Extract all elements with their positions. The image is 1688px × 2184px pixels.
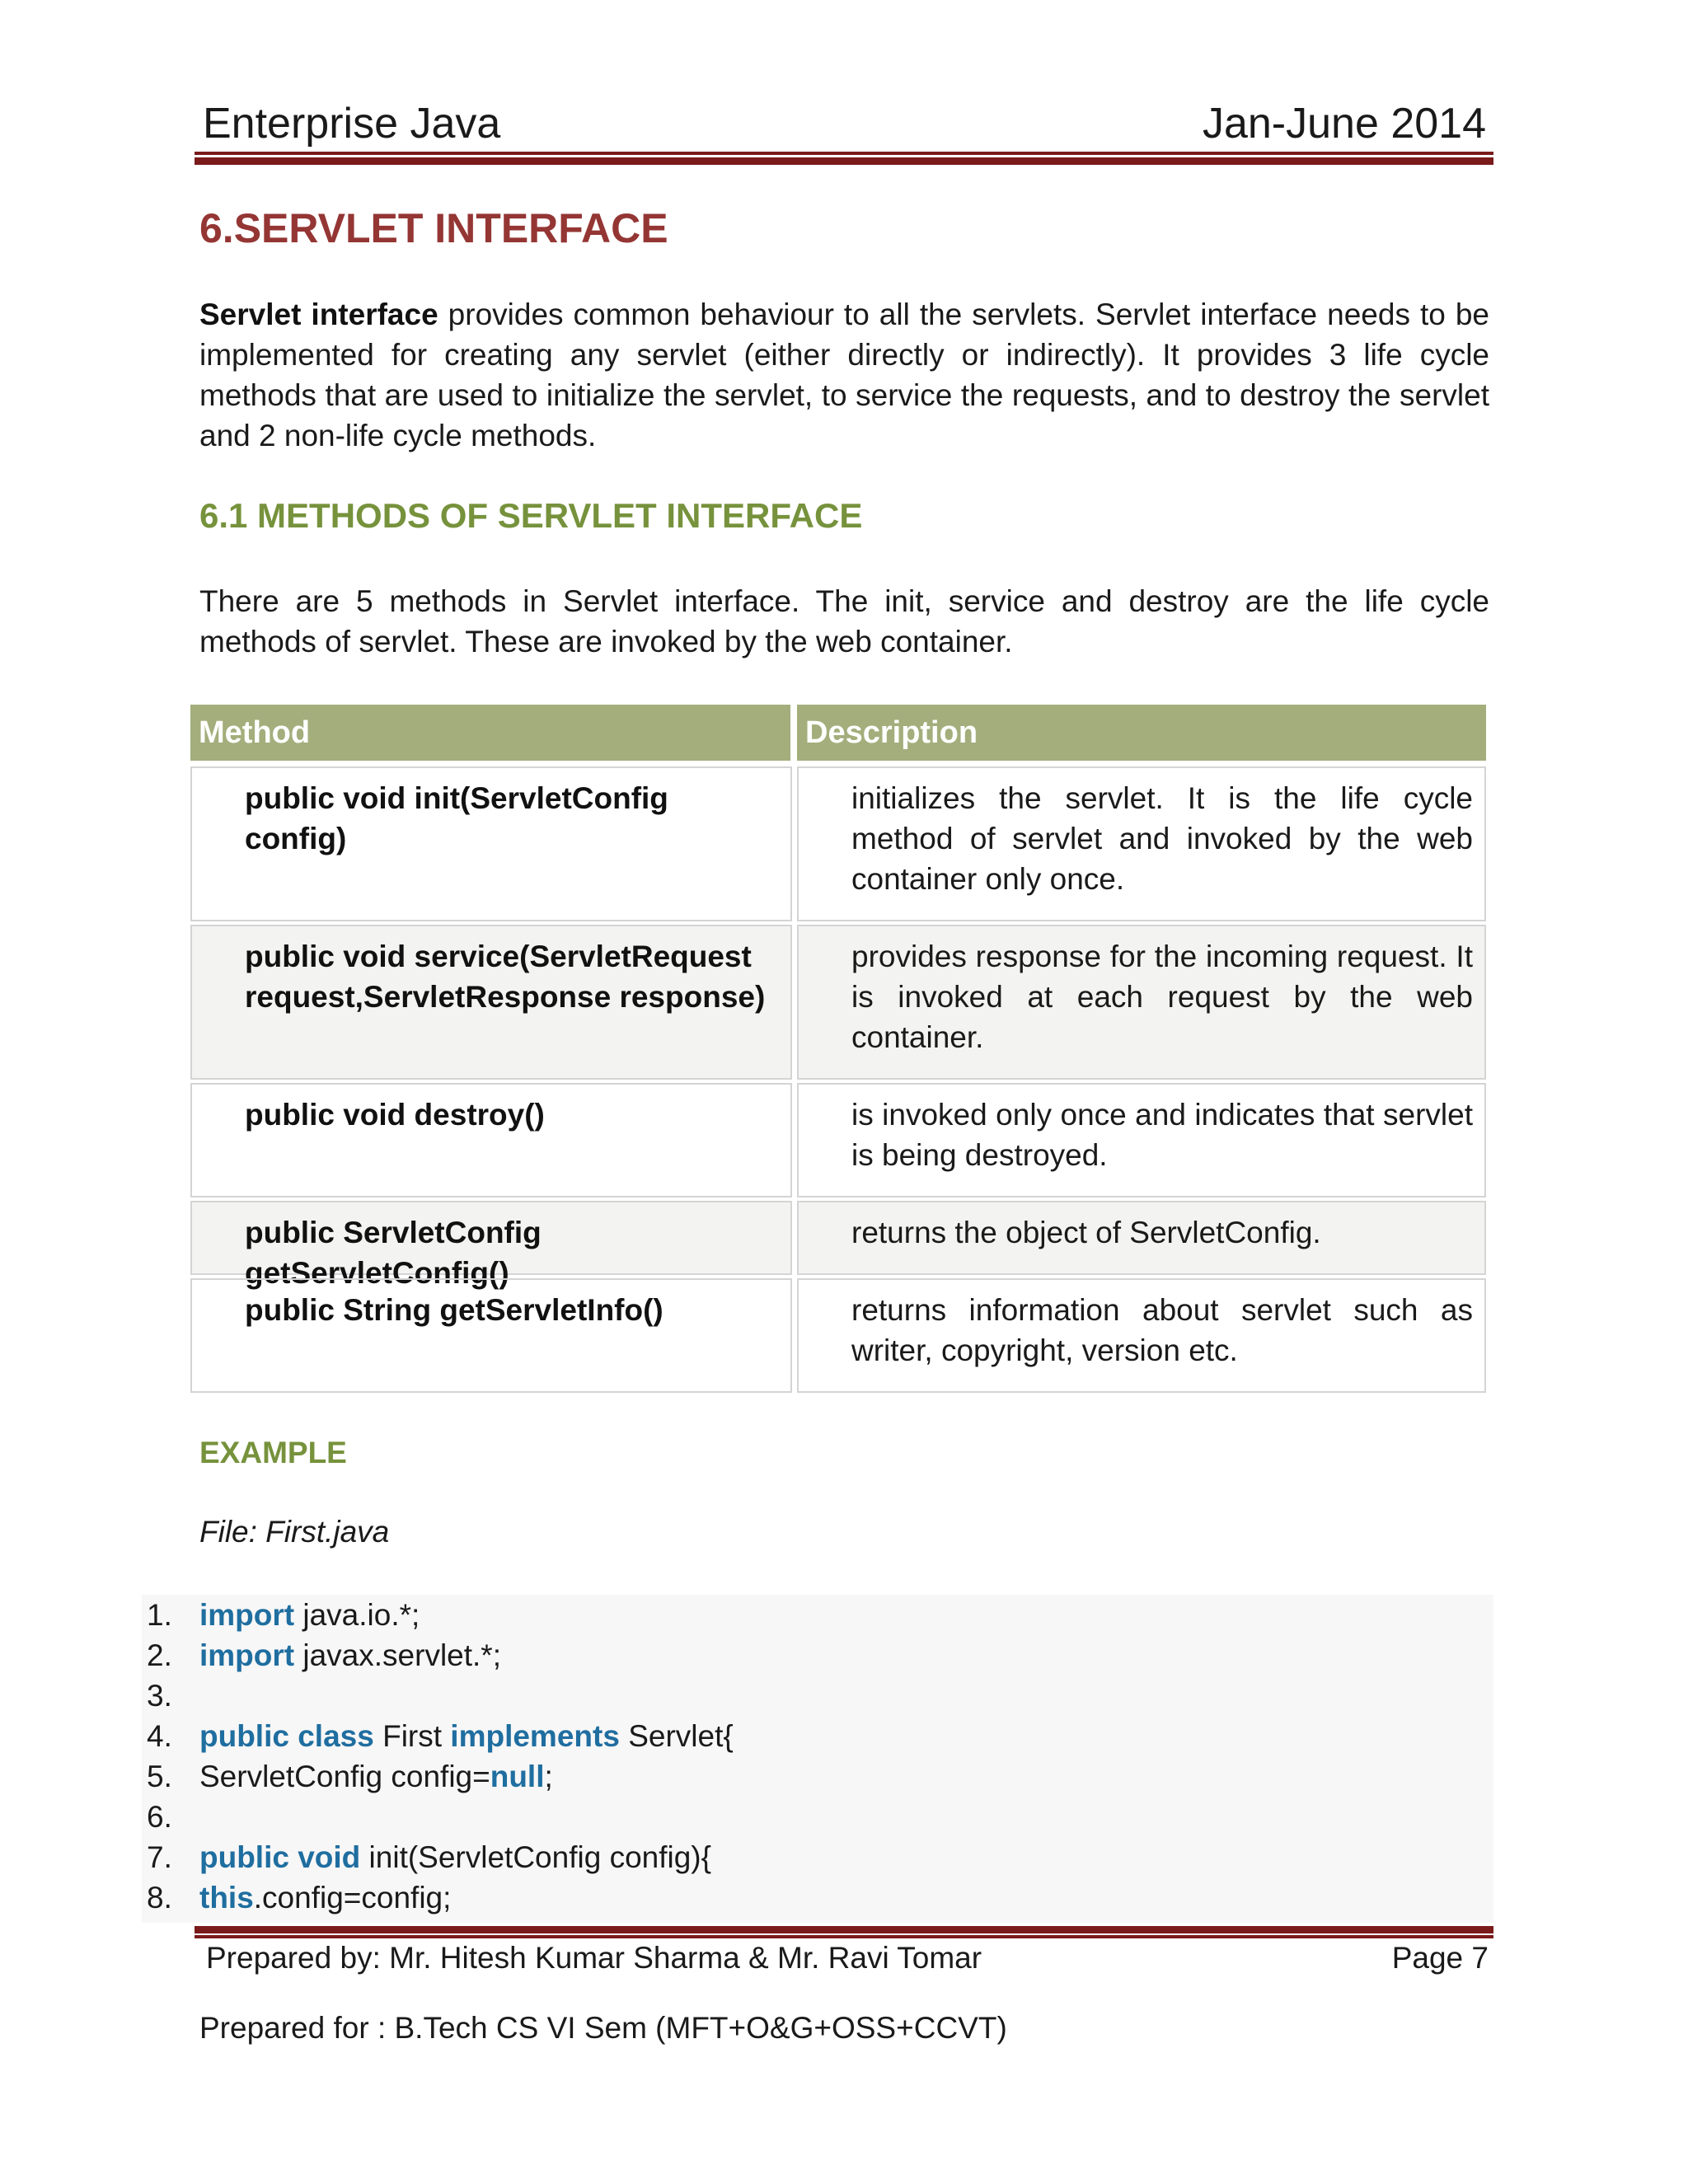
header-date: Jan-June 2014	[1202, 100, 1486, 148]
code-token: ServletConfig config=	[199, 1760, 490, 1793]
code-line-number: 6.	[147, 1800, 172, 1834]
code-line-number: 2.	[147, 1638, 172, 1672]
table-row-getservletconfig-method	[190, 1201, 792, 1290]
intro-bold-term: Servlet interface	[199, 298, 438, 331]
code-block	[142, 1595, 1493, 1923]
prepared-by: Prepared by: Mr. Hitesh Kumar Sharma & Mr. Ravi Tomar	[206, 1941, 982, 1975]
code-line-text	[199, 1635, 501, 1675]
table-row-init-description	[797, 766, 1486, 921]
code-line-text	[199, 1595, 420, 1635]
table-row-service-description	[797, 925, 1486, 1080]
example-heading: EXAMPLE	[199, 1436, 347, 1469]
code-line-text	[199, 1877, 451, 1918]
code-line-number: 8.	[147, 1881, 172, 1915]
intro-paragraph	[199, 294, 1489, 456]
method-description: returns information about servlet such as writer, copyright, version etc.	[851, 1293, 1473, 1367]
table-row-destroy-description	[797, 1083, 1486, 1197]
table-row-getservletinfo-description	[797, 1278, 1486, 1393]
code-line-number: 5.	[147, 1760, 172, 1793]
section-title: 6.SERVLET INTERFACE	[199, 205, 668, 251]
method-name: public String getServletInfo()	[245, 1293, 663, 1327]
code-keyword: public void	[199, 1840, 361, 1874]
page-number: Page 7	[1391, 1941, 1489, 1975]
method-description: returns the object of ServletConfig.	[851, 1216, 1321, 1249]
code-token: First	[373, 1719, 451, 1753]
subsection-paragraph: There are 5 methods in Servlet interface. The init, service and destroy are the life cycle methods of servlet. These are invoked by the web container.	[199, 584, 1489, 658]
code-line-number: 4.	[147, 1719, 172, 1753]
code-keyword: null	[490, 1760, 545, 1793]
table-row-getservletconfig-description	[797, 1201, 1486, 1275]
intro-text: provides common behaviour to all the servlets. Servlet interface needs to be implemented for creating any servlet (either directly or indirectly). It provides 3 life cycle methods that are used to initialize the servlet, to service the requests, and to destroy the servlet and 2 non-life cycle methods.	[199, 298, 1489, 452]
method-name: public void destroy()	[245, 1098, 545, 1132]
code-token: .config=config;	[253, 1881, 452, 1915]
method-name: public void service(ServletRequest request,ServletResponse response)	[245, 940, 766, 1014]
footer-rule-thick	[195, 1926, 1493, 1933]
code-token: init(ServletConfig config){	[360, 1840, 711, 1874]
header-title: Enterprise Java	[203, 100, 501, 148]
footer-rule-thin	[195, 1935, 1493, 1938]
prepared-for: Prepared for : B.Tech CS VI Sem (MFT+O&G+OSS+CCVT)	[199, 2011, 1007, 2045]
table-row-getservletinfo-method	[190, 1278, 792, 1393]
method-description: initializes the servlet. It is the life cycle method of servlet and invoked by the web container only once.	[851, 781, 1473, 896]
code-keyword: import	[199, 1598, 295, 1632]
code-line-text	[199, 1716, 734, 1756]
table-header-method: Method	[190, 705, 790, 761]
code-keyword: implements	[450, 1719, 620, 1753]
method-description: is invoked only once and indicates that servlet is being destroyed.	[851, 1098, 1473, 1172]
code-keyword: public class	[199, 1719, 374, 1753]
code-token: ;	[544, 1760, 553, 1793]
code-line-number: 7.	[147, 1840, 172, 1874]
file-label: File: First.java	[199, 1515, 390, 1549]
code-keyword: this	[199, 1881, 254, 1915]
method-description: provides response for the incoming request. It is invoked at each request by the web container.	[851, 940, 1473, 1054]
method-name: public void init(ServletConfig config)	[245, 781, 668, 855]
method-name: public ServletConfig getServletConfig()	[245, 1216, 542, 1290]
subsection-title: 6.1 METHODS OF SERVLET INTERFACE	[199, 496, 863, 535]
code-token: Servlet{	[619, 1719, 734, 1753]
header-rule-thin	[195, 152, 1493, 155]
table-row-init-method	[190, 766, 792, 921]
header-rule-thick	[195, 157, 1493, 165]
code-line-number: 3.	[147, 1679, 172, 1713]
table-header-description: Description	[797, 705, 1486, 761]
code-line-text	[199, 1756, 553, 1797]
table-row-service-method	[190, 925, 792, 1080]
code-line-text	[199, 1837, 711, 1877]
code-keyword: import	[199, 1638, 295, 1672]
code-token: javax.servlet.*;	[294, 1638, 501, 1672]
code-line-number: 1.	[147, 1598, 172, 1632]
code-token: java.io.*;	[294, 1598, 420, 1632]
table-row-destroy-method	[190, 1083, 792, 1197]
